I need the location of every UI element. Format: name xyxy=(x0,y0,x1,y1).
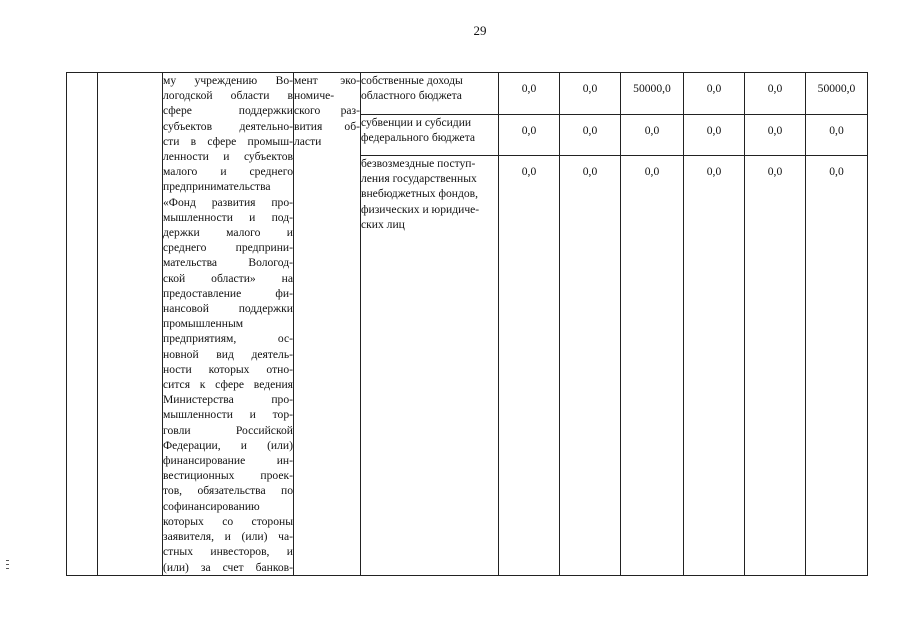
description-line: среднего предприни- xyxy=(163,241,293,255)
source-line: безвозмездные поступ- xyxy=(361,157,476,170)
value-cell: 0,0 xyxy=(499,156,560,576)
funding-source-cell xyxy=(361,115,499,156)
value-cell: 50000,0 xyxy=(806,73,868,115)
value-cell: 0,0 xyxy=(745,156,806,576)
description-line: предприятиям, ос- xyxy=(163,332,293,346)
value-cell: 0,0 xyxy=(684,115,745,156)
page-number: 29 xyxy=(473,23,487,38)
description-line: малого и среднего xyxy=(163,165,293,179)
description-line: вестиционных проек- xyxy=(163,469,293,483)
description-line: стных инвесторов, и xyxy=(163,545,293,559)
budget-table xyxy=(66,72,868,576)
description-line: ленности и субъектов xyxy=(163,150,293,164)
description-line: ской области» на xyxy=(163,271,293,285)
description-line: заявителя, и (или) ча- xyxy=(163,530,293,544)
description-line: сфере поддержки xyxy=(163,104,293,118)
description-line: сится к сфере ведения xyxy=(163,378,293,392)
description-line: мышленности и тор- xyxy=(163,408,293,422)
value-cell: 0,0 xyxy=(621,156,684,576)
description-line: «Фонд развития про- xyxy=(163,195,293,209)
description-line: Министерства про- xyxy=(163,393,293,407)
funding-source-cell xyxy=(361,73,499,115)
description-line: мышленности и под- xyxy=(163,210,293,224)
source-line: ления государственных xyxy=(361,172,477,186)
responsible-executor-cell xyxy=(294,73,361,576)
value-cell: 0,0 xyxy=(745,115,806,156)
description-line: которых со стороны xyxy=(163,514,293,528)
value-cell: 0,0 xyxy=(684,73,745,115)
value-cell: 0,0 xyxy=(499,115,560,156)
value-cell: 0,0 xyxy=(684,156,745,576)
value-cell: 0,0 xyxy=(621,115,684,156)
source-line: субвенции и субсидии xyxy=(361,116,472,129)
responsible-line: ласти xyxy=(294,134,322,148)
value-cell: 0,0 xyxy=(806,156,868,576)
description-line: предпринимательства xyxy=(163,180,271,194)
description-line: логодской области в xyxy=(163,89,293,103)
description-line: предоставление фи- xyxy=(163,286,293,300)
value-cell: 0,0 xyxy=(745,73,806,115)
responsible-line: ского раз- xyxy=(294,104,360,118)
source-line: физических и юридиче- xyxy=(361,202,480,216)
responsible-line: вития об- xyxy=(294,119,360,133)
value-cell: 0,0 xyxy=(806,115,868,156)
description-line: держки малого и xyxy=(163,226,293,240)
description-line: новной вид деятель- xyxy=(163,347,293,361)
description-line: ности которых отно- xyxy=(163,362,293,376)
measure-description-cell xyxy=(163,73,294,576)
description-line: мательства Вологод- xyxy=(163,256,293,270)
description-line: тов, обязательства по xyxy=(163,484,293,498)
responsible-line: номиче- xyxy=(294,89,335,103)
description-line: финансирование ин- xyxy=(163,454,293,468)
description-line: софинансированию xyxy=(163,499,260,513)
value-cell: 0,0 xyxy=(560,73,621,115)
description-line: му учреждению Во- xyxy=(163,74,293,87)
description-line: субъектов деятельно- xyxy=(163,119,293,133)
description-line: промышленным xyxy=(163,317,244,331)
source-line: областного бюджета xyxy=(361,89,462,103)
value-cell: 50000,0 xyxy=(621,73,684,115)
description-line: Федерации, и (или) xyxy=(163,438,293,452)
binding-mark xyxy=(6,560,9,574)
source-line: ских лиц xyxy=(361,217,405,231)
description-line: (или) за счет банков- xyxy=(163,560,293,574)
funding-source-cell xyxy=(361,156,499,576)
value-cell: 0,0 xyxy=(560,156,621,576)
description-line: сти в сфере промыш- xyxy=(163,134,293,148)
value-cell: 0,0 xyxy=(560,115,621,156)
description-line: говли Российской xyxy=(163,423,293,437)
measure-number-cell xyxy=(98,73,163,576)
source-line: внебюджетных фондов, xyxy=(361,187,479,201)
source-line: федерального бюджета xyxy=(361,131,476,145)
responsible-line: мент эко- xyxy=(294,74,360,87)
index-cell xyxy=(67,73,98,576)
table-row xyxy=(67,73,868,115)
description-line: нансовой поддержки xyxy=(163,302,293,316)
source-line: собственные доходы xyxy=(361,74,463,87)
value-cell: 0,0 xyxy=(499,73,560,115)
